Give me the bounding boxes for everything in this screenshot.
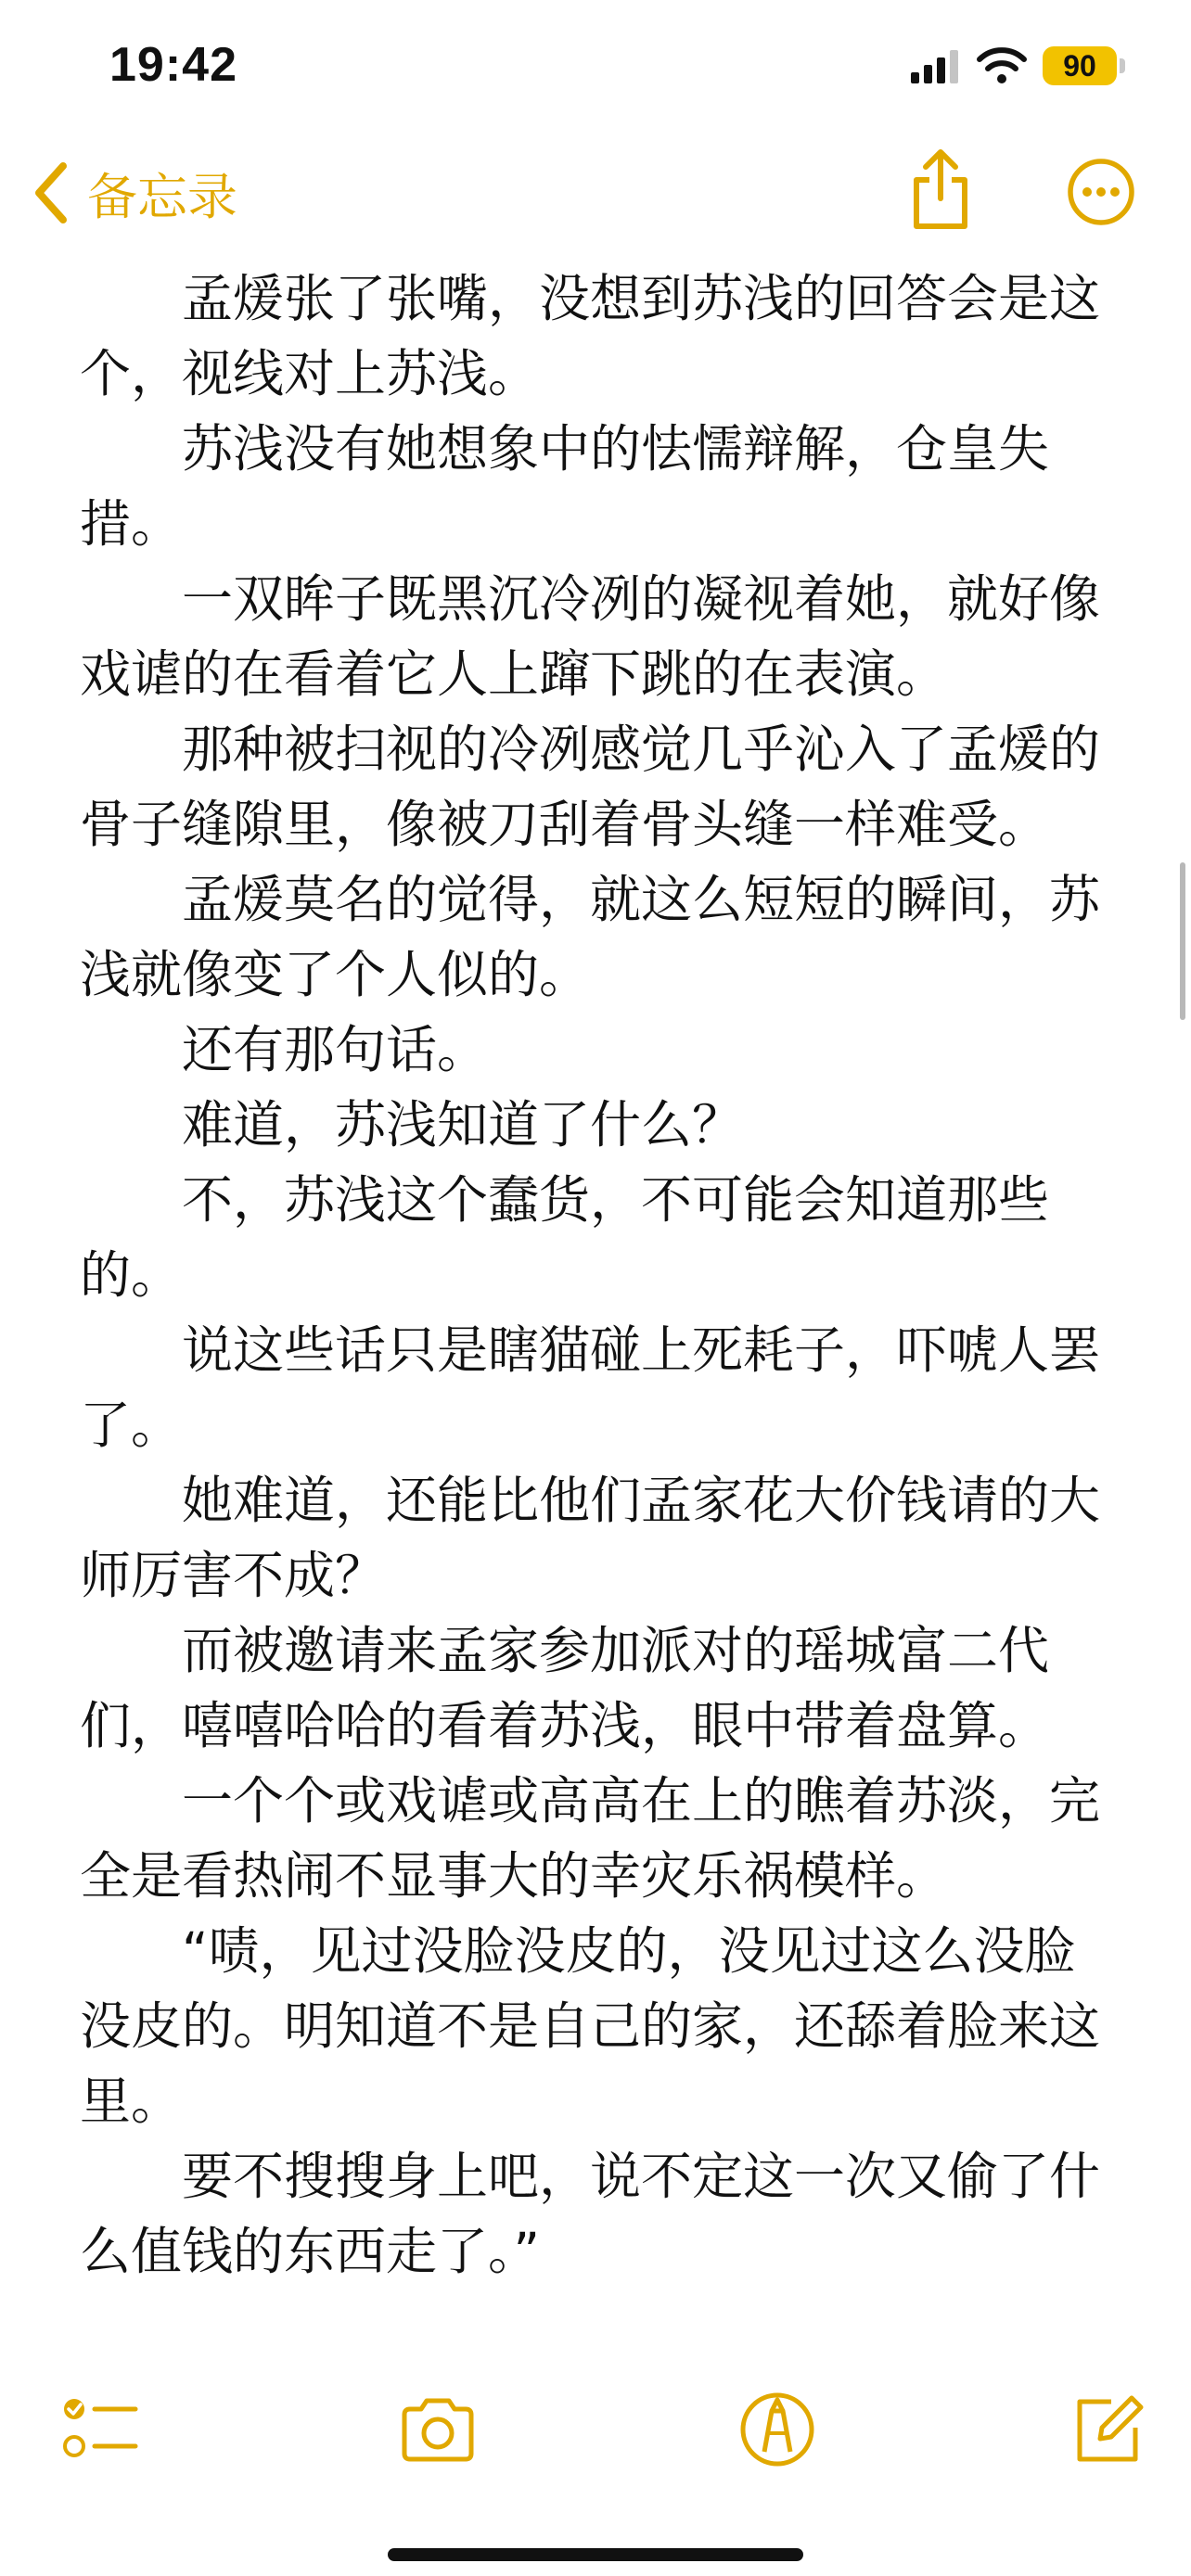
compose-icon[interactable] <box>1069 2391 1146 2468</box>
battery-icon: 90 <box>1043 46 1117 85</box>
bottom-toolbar <box>0 2374 1191 2485</box>
note-body[interactable] <box>80 261 1119 2289</box>
scroll-indicator[interactable] <box>1180 862 1185 1020</box>
note-paragraph: 孟煖莫名的觉得，就这么短短的瞬间，苏浅就像变了个人似的。 <box>80 870 1101 1004</box>
note-paragraph: 一双眸子既黑沉冷冽的凝视着她，就好像戏谑的在看着它人上蹿下跳的在表演。 <box>80 569 1101 704</box>
home-indicator[interactable] <box>388 2548 803 2561</box>
note-paragraph: 那种被扫视的冷冽感觉几乎沁入了孟煖的骨子缝隙里，像被刀刮着骨头缝一样难受。 <box>80 720 1101 854</box>
note-paragraph: 要不搜搜身上吧，说不定这一次又偷了什么值钱的东西走了。” <box>80 2147 1101 2281</box>
markup-pen-icon[interactable] <box>738 2391 816 2468</box>
back-label: 备忘录 <box>87 167 237 226</box>
share-icon[interactable] <box>907 148 974 232</box>
camera-icon[interactable] <box>399 2391 477 2468</box>
note-paragraph: 不，苏浅这个蠢货，不可能会知道那些的。 <box>80 1170 1050 1305</box>
status-bar <box>0 0 1191 130</box>
note-paragraph: 难道，苏浅知道了什么？ <box>182 1095 744 1154</box>
chevron-left-icon <box>33 160 70 225</box>
checklist-icon[interactable] <box>61 2391 139 2468</box>
battery-tip <box>1120 58 1125 73</box>
note-paragraph: 还有那句话。 <box>182 1020 489 1079</box>
cellular-signal-icon <box>909 48 965 85</box>
note-paragraph: 而被邀请来孟家参加派对的瑶城富二代们，嘻嘻哈哈的看着苏浅，眼中带着盘算。 <box>80 1621 1050 1755</box>
note-paragraph: 孟煖张了张嘴，没想到苏浅的回答会是这个，视线对上苏浅。 <box>80 269 1101 403</box>
note-paragraph: 说这些话只是瞎猫碰上死耗子，吓唬人罢了。 <box>80 1320 1101 1455</box>
note-paragraph: 一个个或戏谑或高高在上的瞧着苏淡，完全是看热闹不显事大的幸灾乐祸模样。 <box>80 1771 1101 1906</box>
status-time: 19:42 <box>109 38 237 92</box>
back-button[interactable] <box>33 156 237 230</box>
note-paragraph: 苏浅没有她想象中的怯懦辩解，仓皇失措。 <box>80 419 1050 554</box>
more-ellipsis-icon[interactable] <box>1067 158 1135 226</box>
note-paragraph: “啧，见过没脸没皮的，没见过这么没脸没皮的。明知道不是自己的家，还舔着脸来这里。 <box>80 1921 1101 2131</box>
wifi-icon <box>976 46 1028 85</box>
note-paragraph: 她难道，还能比他们孟家花大价钱请的大师厉害不成？ <box>80 1471 1101 1605</box>
